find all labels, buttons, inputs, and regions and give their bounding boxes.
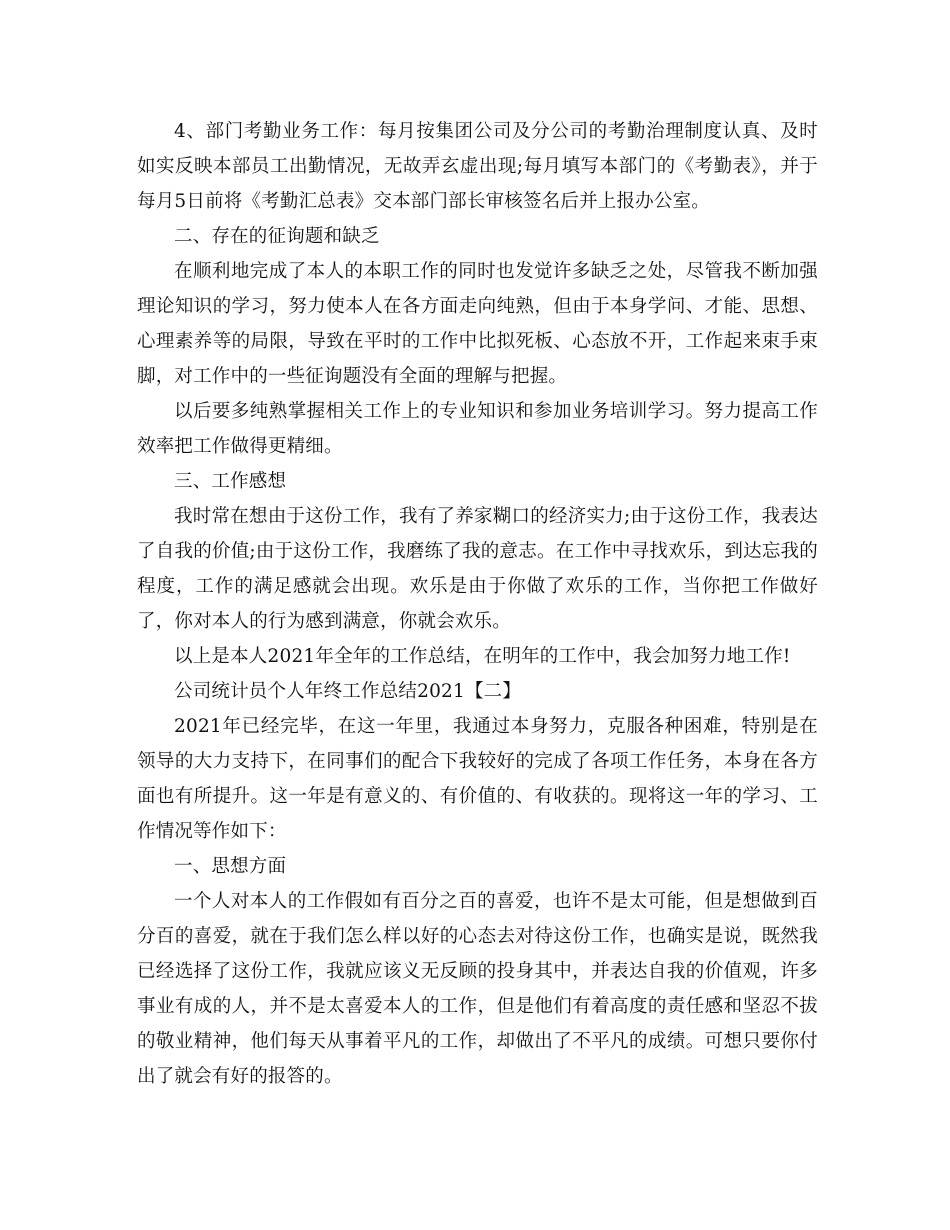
paragraph-attendance-work: 4、部门考勤业务工作：每月按集团公司及分公司的考勤治理制度认真、及时如实反映本部员工出勤情况，无故弄玄虚出现;每月填写本部门的《考勤表》，并于每月5日前将《考勤汇总表》交本部门部长审核签名后并上报办公室。 (137, 121, 818, 212)
heading-thoughts: 一、思想方面 (174, 856, 287, 877)
paragraph-year-intro: 2021年已经完毕，在这一年里，我通过本身努力，克服各种困难，特别是在领导的大力支持下，在同事们的配合下我较好的完成了各项工作任务，本身在各方面也有所提升。这一年是有意义的、有价值的、有收获的。现将这一年的学习、工作情况等作如下： (137, 716, 818, 842)
paragraph-feelings: 我时常在想由于这份工作，我有了养家糊口的经济实力;由于这份工作，我表达了自我的价值;由于这份工作，我磨练了我的意志。在工作中寻找欢乐，到达忘我的程度，工作的满足感就会出现。欢乐是由于你做了欢乐的工作，当你把工作做好了，你对本人的行为感到满意，你就会欢乐。 (137, 506, 818, 632)
section-title-part-two: 公司统计员个人年终工作总结2021【二】 (174, 681, 522, 702)
paragraph-shortcomings: 在顺利地完成了本人的本职工作的同时也发觉许多缺乏之处，尽管我不断加强理论知识的学习，努力使本人在各方面走向纯熟，但由于本身学问、才能、思想、心理素养等的局限，导致在平时的工作中比拟死板、心态放不开，工作起来束手束脚，对工作中的一些征询题没有全面的理解与把握。 (137, 261, 818, 387)
heading-problems: 二、存在的征询题和缺乏 (174, 226, 380, 247)
heading-work-feelings: 三、工作感想 (174, 471, 287, 492)
paragraph-summary-closing: 以上是本人2021年全年的工作总结，在明年的工作中，我会加努力地工作! (174, 646, 791, 667)
paragraph-future-plan: 以后要多纯熟掌握相关工作上的专业知识和参加业务培训学习。努力提高工作效率把工作做得更精细。 (137, 401, 818, 457)
paragraph-thoughts: 一个人对本人的工作假如有百分之百的喜爱，也许不是太可能，但是想做到百分百的喜爱，就在于我们怎么样以好的心态去对待这份工作，也确实是说，既然我已经选择了这份工作，我就应该义无反顾的投身其中，并表达自我的价值观，许多事业有成的人，并不是太喜爱本人的工作，但是他们有着高度的责任感和坚忍不拔的敬业精神，他们每天从事着平凡的工作，却做出了不平凡的成绩。可想只要你付出了就会有好的报答的。 (137, 891, 818, 1087)
